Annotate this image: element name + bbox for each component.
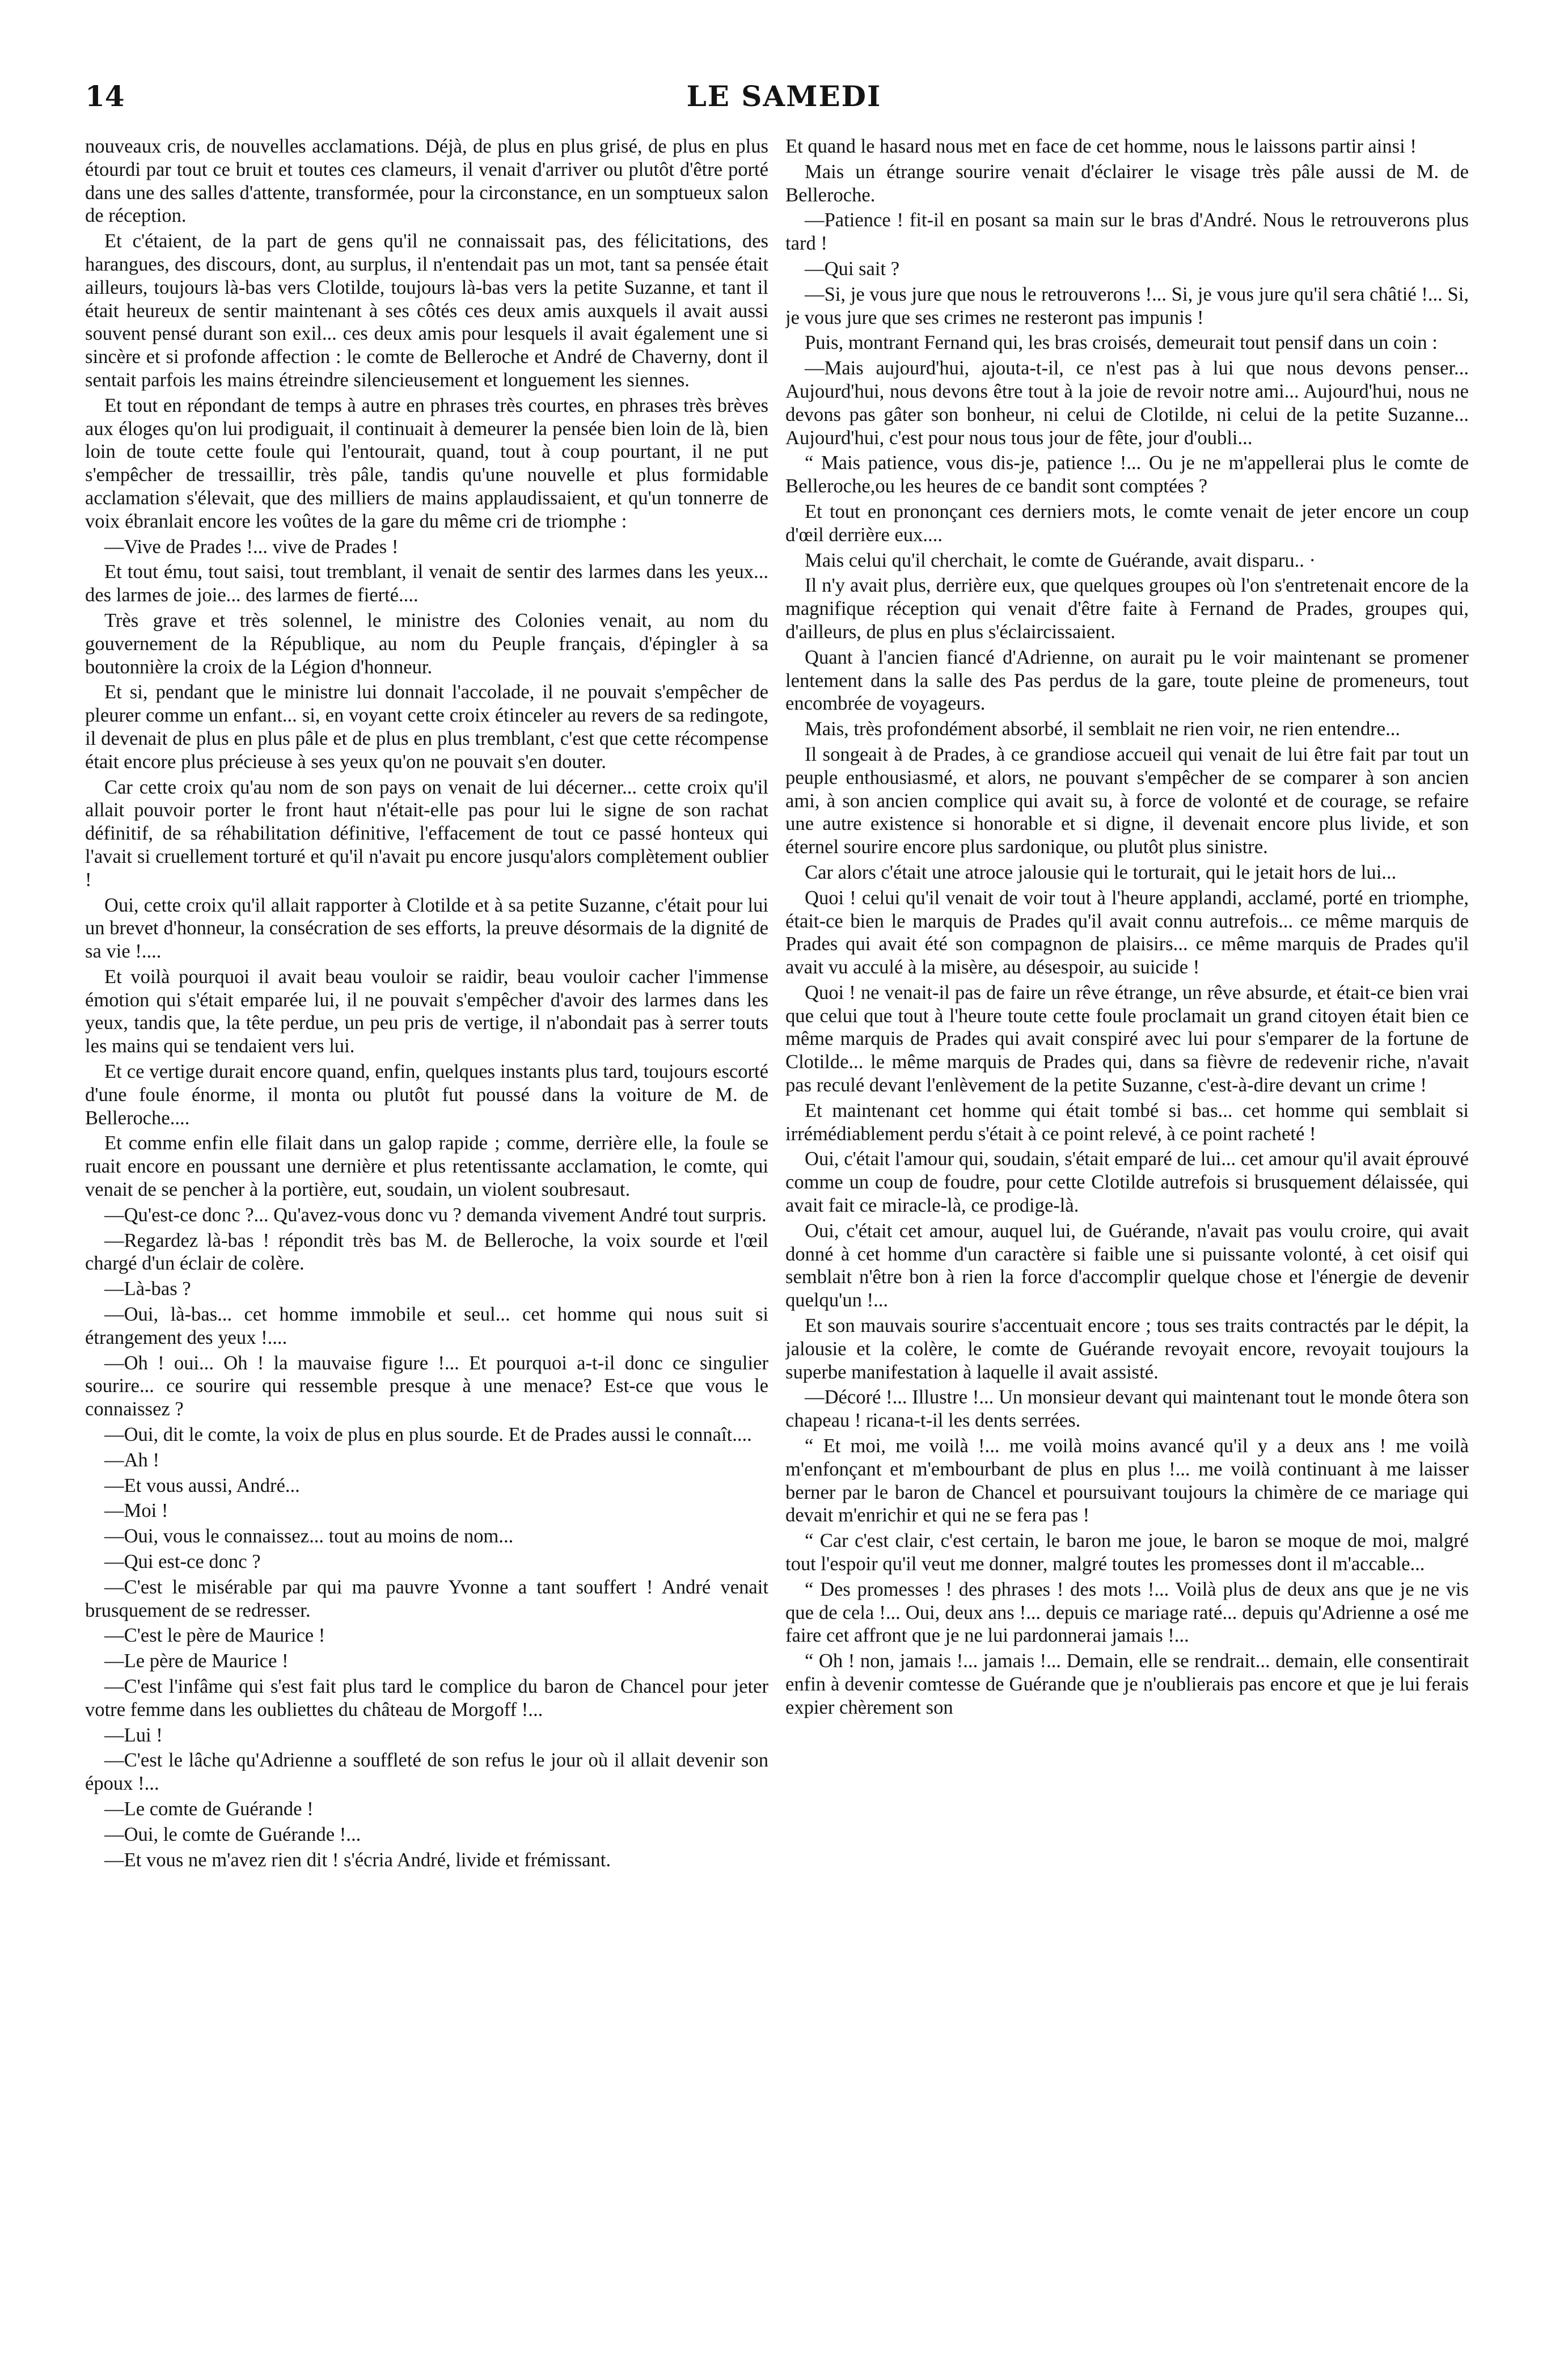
paragraph: Oui, c'était cet amour, auquel lui, de Guérande, n'avait pas voulu croire, qui avait donné à cet homme d'un caractère si faible une si puissante volonté, à cet oisif qui semblait n'être bon à rien la force d'accomplir quelque chose et l'énergie de devenir quelqu'un !... xyxy=(785,1220,1469,1312)
paragraph: —C'est le lâche qu'Adrienne a souffleté de son refus le jour où il allait devenir son époux !... xyxy=(85,1749,768,1795)
paragraph: Mais celui qu'il cherchait, le comte de Guérande, avait disparu.. · xyxy=(805,549,1316,571)
paragraph: —Oui, là-bas... cet homme immobile et seul... cet homme qui nous suit si étrangement des yeux !.... xyxy=(85,1304,768,1348)
paragraph: —Vive de Prades !... vive de Prades ! xyxy=(104,536,399,558)
paragraph: Quoi ! celui qu'il venait de voir tout à l'heure applandi, acclamé, porté en triomphe, était-ce bien le marquis de Prades qu'il avait connu autrefois... ce même marquis de Prades qui avait été son compagnon de plaisirs... ce même marquis de Prades qu'il avait vu acculé à la misère, au désespoir, au suicide ! xyxy=(785,887,1469,979)
paragraph: Très grave et très solennel, le ministre des Colonies venait, au nom du gouvernement de la République, au nom du Peuple français, d'épingler à sa boutonnière la croix de la Légion d'honneur. xyxy=(85,609,768,678)
paragraph: —Et vous aussi, André... xyxy=(104,1474,300,1496)
right-column xyxy=(785,135,1469,2313)
paragraph: “ Et moi, me voilà !... me voilà moins avancé qu'il y a deux ans ! me voilà m'enfonçant et m'embourbant de plus en plus !... me voilà continuant à me laisser berner par le baron de Chancel et poursuivant toujours la chimère de ce mariage qui devait m'enrichir et qui ne se fera pas ! xyxy=(785,1435,1469,1527)
paragraph: “ Mais patience, vous dis-je, patience !... Ou je ne m'appellerai plus le comte de Belleroche,ou les heures de ce bandit sont comptées ? xyxy=(785,452,1469,497)
paragraph: nouveaux cris, de nouvelles acclamations. Déjà, de plus en plus grisé, de plus en plus étourdi par tout ce bruit et toutes ces clameurs, il venait d'arriver ou plutôt d'être porté dans une des salles d'attente, transformée, pour la circonstance, en un somptueux salon de réception. xyxy=(85,136,768,227)
paragraph: —Qu'est-ce donc ?... Qu'avez-vous donc vu ? demanda vivement André tout surpris. xyxy=(104,1204,767,1226)
paragraph: Puis, montrant Fernand qui, les bras croisés, demeurait tout pensif dans un coin : xyxy=(805,332,1438,354)
paragraph: “ Oh ! non, jamais !... jamais !... Demain, elle se rendrait... demain, elle consentirait enfin à devenir comtesse de Guérande que je n'oublierais pas encore et que je lui ferais expier chèrement son xyxy=(785,1650,1469,1718)
paragraph: —Là-bas ? xyxy=(104,1278,191,1300)
paragraph: Et c'étaient, de la part de gens qu'il ne connaissait pas, des félicitations, des harangues, des discours, dont, au surplus, il n'entendait pas un mot, tant sa pensée était ailleurs, toujours là-bas vers Clotilde, toujours là-bas vers la petite Suzanne, et tant il était heureux de sentir maintenant à ses côtés ces deux amis auxquels il avait aussi souvent pensé durant son exil... ces deux amis pour lesquels il avait également une si sincère et si profonde affection : le comte de Belleroche et André de Chaverny, dont il sentait parfois les mains étreindre silencieusement et longuement les siennes. xyxy=(85,230,768,391)
paragraph: Et tout en répondant de temps à autre en phrases très courtes, en phrases très brèves aux éloges qu'on lui prodiguait, il continuait à demeurer la pensée bien loin de là, bien loin de toute cette foule qui l'entourait, quand, tout à coup pourtant, il ne put s'empêcher de tressaillir, très pâle, tandis qu'une nouvelle et plus formidable acclamation s'élevait, que des milliers de mains applaudissaient, et qu'un tonnerre de voix ébranlait encore les voûtes de la gare du même cri de triomphe : xyxy=(85,394,768,532)
left-column xyxy=(85,135,768,2313)
paragraph: —Qui est-ce donc ? xyxy=(104,1551,261,1573)
paragraph: —Et vous ne m'avez rien dit ! s'écria André, livide et frémissant. xyxy=(104,1849,611,1871)
paragraph: Quant à l'ancien fiancé d'Adrienne, on aurait pu le voir maintenant se promener lentement dans la salle des Pas perdus de la gare, toute pleine de promeneurs, tout encombrée de voyageurs. xyxy=(785,646,1469,715)
paragraph: —Qui sait ? xyxy=(805,258,900,280)
paragraph: Il songeait à de Prades, à ce grandiose accueil qui venait de lui être fait par tout un peuple enthousiasmé, et alors, ne pouvant s'empêcher de se comparer à son ancien ami, à son ancien complice qui avait su, à force de volonté et de courage, se refaire une autre existence si honorable et si digne, il devenait encore plus livide, et son éternel sourire encore plus sardonique, ou plutôt plus sinistre. xyxy=(785,743,1469,858)
paragraph: Mais un étrange sourire venait d'éclairer le visage très pâle aussi de M. de Belleroche. xyxy=(785,161,1469,206)
page-number: 14 xyxy=(85,79,125,113)
paragraph: Oui, c'était l'amour qui, soudain, s'était emparé de lui... cet amour qu'il avait éprouvé comme un coup de foudre, pour cette Clotilde autrefois si brusquement délaissée, qui avait fait ce miracle-là, ce prodige-là. xyxy=(785,1148,1469,1217)
paragraph: —Mais aujourd'hui, ajouta-t-il, ce n'est pas à lui que nous devons penser... Aujourd'hui, nous devons être tout à la joie de revoir notre ami... Aujourd'hui, nous ne devons pas gâter son bonheur, ni celui de Clotilde, ni celui de la petite Suzanne... Aujourd'hui, c'est pour nous tous jour de fête, jour d'oubli... xyxy=(785,357,1469,449)
paragraph: Et voilà pourquoi il avait beau vouloir se raidir, beau vouloir cacher l'immense émotion qui s'était emparée lui, il ne pouvait s'empêcher d'avoir des larmes dans les yeux, tandis que, la tête perdue, un peu pris de vertige, il n'abondait pas à serrer touts les mains qui se tendaient vers lui. xyxy=(85,965,768,1057)
paragraph: Car alors c'était une atroce jalousie qui le torturait, qui le jetait hors de lui... xyxy=(805,861,1397,883)
paragraph: Et tout ému, tout saisi, tout tremblant, il venait de sentir des larmes dans les yeux... des larmes de joie... des larmes de fierté.... xyxy=(85,561,768,606)
paragraph: Et quand le hasard nous met en face de cet homme, nous le laissons partir ainsi ! xyxy=(785,136,1417,157)
paragraph: Il n'y avait plus, derrière eux, que quelques groupes où l'on s'entretenait encore de la magnifique réception qui venait d'être faite à Fernand de Prades, groupes qui, d'ailleurs, de plus en plus s'éclaircissaient. xyxy=(785,575,1469,643)
paragraph: Et comme enfin elle filait dans un galop rapide ; comme, derrière elle, la foule se ruait encore en poussant une dernière et plus retentissante acclamation, le comte, qui venait de se pencher à la portière, eut, soudain, un violent soubresaut. xyxy=(85,1132,768,1201)
paragraph: —Le comte de Guérande ! xyxy=(104,1798,314,1820)
paragraph: —Oh ! oui... Oh ! la mauvaise figure !... Et pourquoi a-t-il donc ce singulier sourire... ce sourire qui ressemble presque à une menace? Est-ce que vous le connaissez ? xyxy=(85,1352,768,1420)
paragraph: “ Car c'est clair, c'est certain, le baron me joue, le baron se moque de moi, malgré tout l'espoir qu'il veut me donner, malgré toutes les promesses dont il m'accable... xyxy=(785,1530,1469,1575)
paragraph: Quoi ! ne venait-il pas de faire un rêve étrange, un rêve absurde, et était-ce bien vrai que celui que tout à l'heure toute cette foule proclamait un grand citoyen était bien ce même marquis de Prades qui avait conspiré avec lui pour s'emparer de la fortune de Clotilde... le même marquis de Prades qui, dans sa fièvre de redevenir riche, n'avait pas reculé devant l'enlèvement de la petite Suzanne, c'est-à-dire devant un crime ! xyxy=(785,981,1469,1097)
paragraph: —Regardez là-bas ! répondit très bas M. de Belleroche, la voix sourde et l'œil chargé d'un éclair de colère. xyxy=(85,1229,768,1275)
paragraph: —Si, je vous jure que nous le retrouverons !... Si, je vous jure qu'il sera châtié !... Si, je vous jure que ses crimes ne resteront pas impunis ! xyxy=(785,283,1469,328)
paragraph: —C'est le père de Maurice ! xyxy=(104,1625,326,1647)
paragraph: —Ah ! xyxy=(104,1449,159,1471)
paragraph: —Décoré !... Illustre !... Un monsieur devant qui maintenant tout le monde ôtera son chapeau ! ricana-t-il les dents serrées. xyxy=(785,1386,1469,1432)
journal-title: LE SAMEDI xyxy=(686,79,882,113)
paragraph: Et maintenant cet homme qui était tombé si bas... cet homme qui semblait si irrémédiablement perdu s'était à ce point relevé, à ce point racheté ! xyxy=(785,1099,1469,1145)
paragraph: —Moi ! xyxy=(104,1500,168,1522)
paragraph: —Oui, vous le connaissez... tout au moins de nom... xyxy=(104,1525,514,1548)
page-header xyxy=(85,79,1483,125)
paragraph: —Oui, dit le comte, la voix de plus en plus sourde. Et de Prades aussi le connaît.... xyxy=(104,1424,752,1446)
paragraph: —Oui, le comte de Guérande !... xyxy=(104,1823,361,1845)
paragraph: Car cette croix qu'au nom de son pays on venait de lui décerner... cette croix qu'il allait pouvoir porter le front haut n'était-elle pas pour lui le signe de son rachat définitif, de sa réhabilitation définitive, l'effacement de tout ce passé honteux qui l'avait si cruellement torturé et qu'il n'avait pu encore jusqu'alors complètement oublier ! xyxy=(85,776,768,891)
paragraph: —C'est l'infâme qui s'est fait plus tard le complice du baron de Chancel pour jeter votre femme dans les oubliettes du château de Morgoff !... xyxy=(85,1676,768,1721)
paragraph: —Lui ! xyxy=(104,1724,163,1746)
paragraph: Mais, très profondément absorbé, il semblait ne rien voir, ne rien entendre... xyxy=(805,718,1401,740)
paragraph: Et son mauvais sourire s'accentuait encore ; tous ses traits contractés par le dépit, la jalousie et la colère, le comte de Guérande revoyait encore, revoyait toujours la superbe manifestation à laquelle il avait assisté. xyxy=(785,1315,1469,1383)
paragraph: Et tout en prononçant ces derniers mots, le comte venait de jeter encore un coup d'œil derrière eux.... xyxy=(785,500,1469,546)
paragraph: “ Des promesses ! des phrases ! des mots !... Voilà plus de deux ans que je ne vis que de cela !... Oui, deux ans !... depuis ce mariage raté... depuis qu'Adrienne a osé me faire cet affront que je ne lui pardonnerai jamais !... xyxy=(785,1578,1469,1647)
paragraph: Et si, pendant que le ministre lui donnait l'accolade, il ne pouvait s'empêcher de pleurer comme un enfant... si, en voyant cette croix étinceler au revers de sa redingote, il devenait de plus en plus pâle et de plus en plus tremblant, c'est que cette récompense était encore plus précieuse à ses yeux qu'on ne pouvait s'en douter. xyxy=(85,681,768,773)
paragraph: Et ce vertige durait encore quand, enfin, quelques instants plus tard, toujours escorté d'une foule énorme, il monta ou plutôt fut poussé dans la voiture de M. de Belleroche.... xyxy=(85,1061,768,1129)
paragraph: —Le père de Maurice ! xyxy=(104,1650,289,1672)
paragraph: —Patience ! fit-il en posant sa main sur le bras d'André. Nous le retrouverons plus tard ! xyxy=(785,209,1469,255)
paragraph: Oui, cette croix qu'il allait rapporter à Clotilde et à sa petite Suzanne, c'était pour lui un brevet d'honneur, la consécration de ses efforts, la preuve désormais de la dignité de sa vie !.... xyxy=(85,894,768,963)
paragraph: —C'est le misérable par qui ma pauvre Yvonne a tant souffert ! André venait brusquement de se redresser. xyxy=(85,1576,768,1621)
